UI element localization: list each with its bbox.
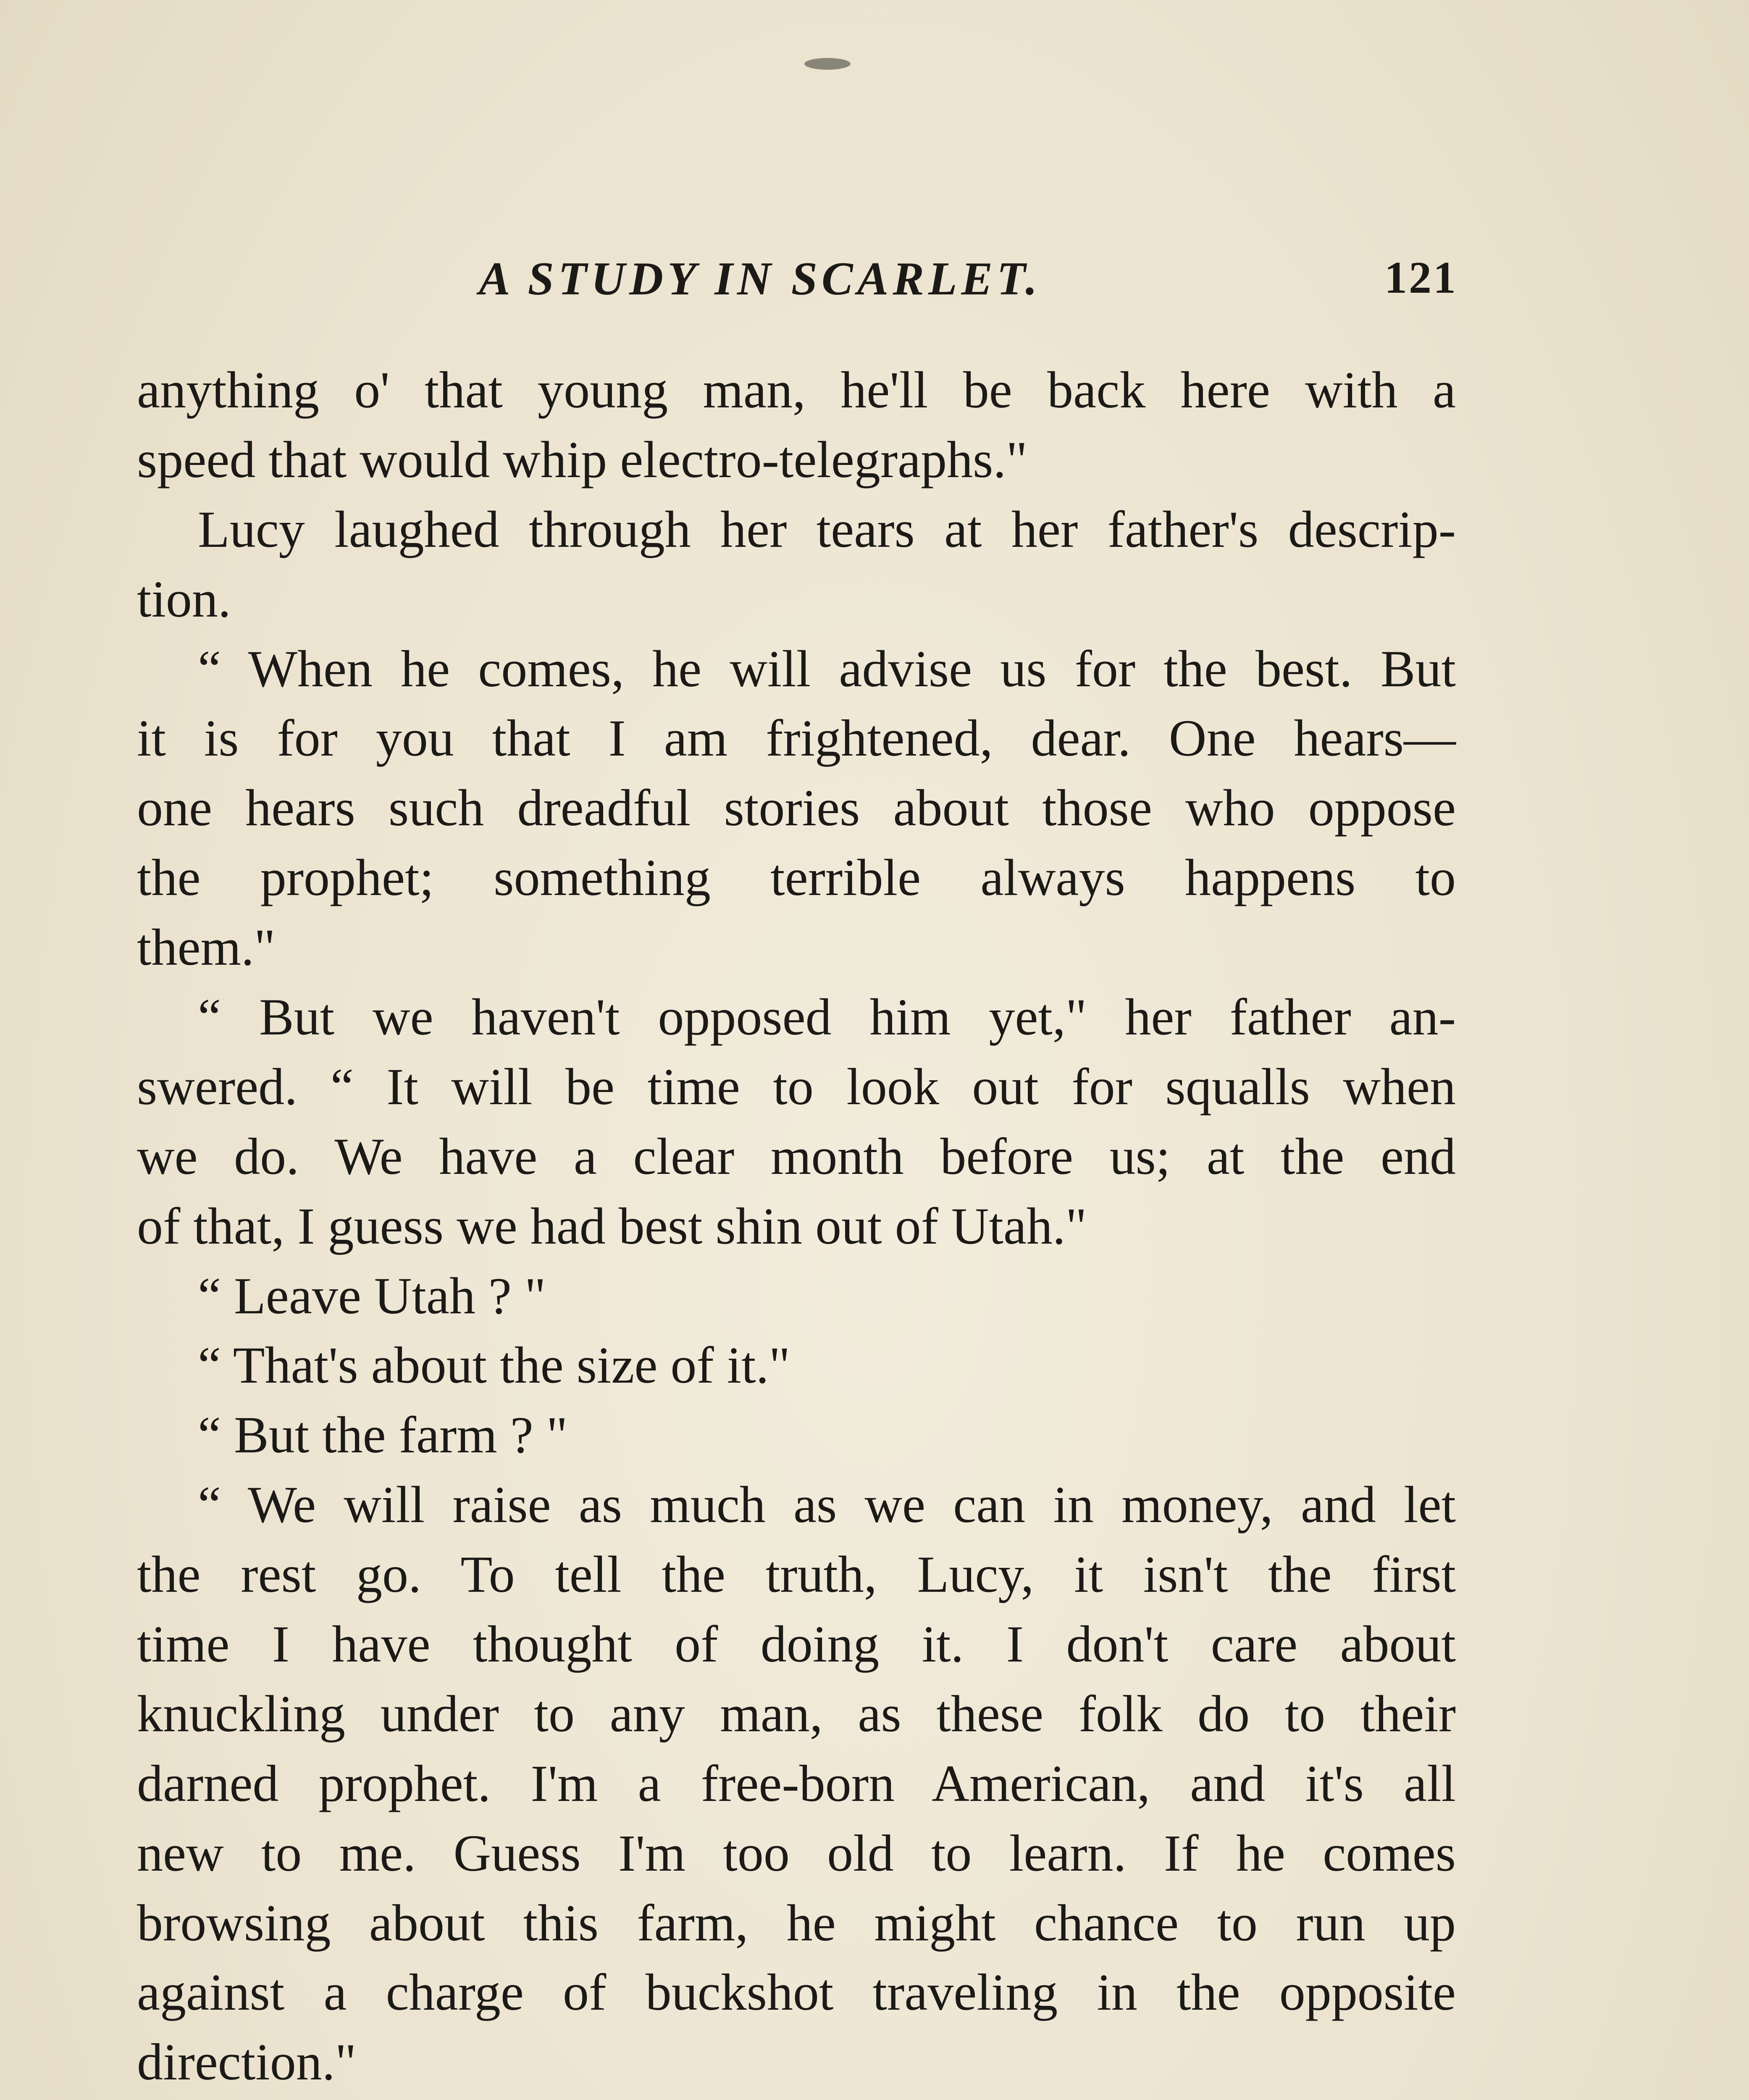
text-line: time I have thought of doing it. I don't care about (137, 1615, 1456, 1673)
text-line: Lucy laughed through her tears at her father's descrip- (198, 500, 1456, 558)
text-line: “ But the farm ? " (198, 1406, 568, 1464)
text-line: we do. We have a clear month before us; at the end (137, 1127, 1456, 1185)
text-line: “ But we haven't opposed him yet," her father an- (198, 988, 1456, 1046)
text-line: “ That's about the size of it." (198, 1336, 790, 1394)
text-line: against a charge of buckshot traveling in the opposite (137, 1964, 1456, 2021)
text-line: knuckling under to any man, as these folk do to their (137, 1685, 1456, 1743)
text-line: anything o' that young man, he'll be back here with a (137, 361, 1456, 419)
text-line: browsing about this farm, he might chance to run up (137, 1894, 1456, 1952)
text-line: them." (137, 919, 276, 976)
text-line (137, 2097, 1456, 2100)
text-line: the prophet; something terrible always happens to (137, 849, 1456, 907)
text-line: it is for you that I am frightened, dear. One hears— (137, 709, 1456, 767)
body-text (137, 355, 1456, 2100)
text-line: “ When he comes, he will advise us for the best. But (198, 640, 1456, 698)
text-line: new to me. Guess I'm too old to learn. If he comes (137, 1824, 1456, 1882)
running-title: A STUDY IN SCARLET. (479, 253, 1042, 305)
text-line: direction." (137, 2033, 357, 2091)
text-line: “ Leave Utah ? " (198, 1267, 546, 1325)
text-line: tion. (137, 570, 231, 628)
running-header (134, 252, 1458, 311)
text-line: the rest go. To tell the truth, Lucy, it isn't the first (137, 1546, 1456, 1604)
text-line: one hears such dreadful stories about those who oppose (137, 779, 1456, 837)
ink-blot (804, 58, 851, 70)
page-number: 121 (1384, 253, 1458, 303)
text-line: darned prophet. I'm a free-born American, and it's all (137, 1754, 1456, 1812)
text-line: swered. “ It will be time to look out for squalls when (137, 1058, 1456, 1116)
text-line: speed that would whip electro-telegraphs." (137, 430, 1028, 488)
text-line: “ We will raise as much as we can in money, and let (198, 1476, 1456, 1534)
text-line: of that, I guess we had best shin out of Utah." (137, 1197, 1087, 1255)
